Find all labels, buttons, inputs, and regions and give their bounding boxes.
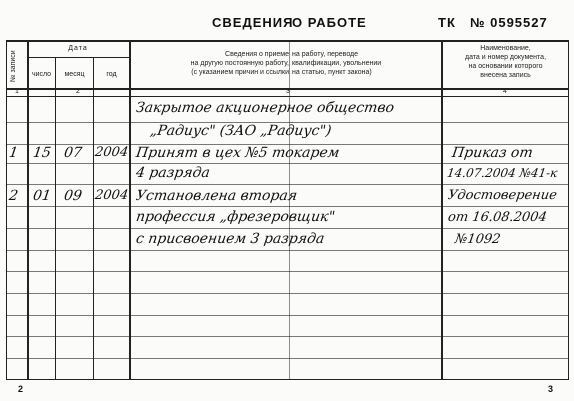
row-line — [6, 336, 568, 337]
row2-basis-line2: от 16.08.2004 — [446, 210, 548, 225]
date-subheader-line — [27, 57, 129, 58]
row-line — [6, 163, 568, 164]
row2-basis-line3: №1092 — [453, 232, 502, 247]
row-line — [6, 293, 568, 294]
info-header-left: Сведения о приеме на другую постоянную работу, (с указанием причин и ссылки — [190, 51, 289, 76]
col-divider-info-basis — [441, 40, 443, 380]
row2-entry-text-line2: профессия „фрезеровщик" — [134, 209, 336, 225]
year-header: год — [106, 71, 117, 78]
row1-month: 07 — [62, 145, 83, 161]
row-line — [6, 315, 568, 316]
column-number-4: 4 — [503, 88, 507, 95]
row1-entry-text-line1: Принят в цех №5 токарем — [134, 145, 341, 161]
row2-entry-text-line1: Установлена вторая — [134, 188, 299, 204]
row2-record-number: 2 — [7, 188, 20, 204]
table-bottom-border — [6, 379, 568, 380]
column-number-row-border — [6, 96, 568, 97]
table-top-border — [6, 40, 568, 42]
month-header: месяц — [64, 71, 85, 78]
column-number-3: 3 — [286, 88, 290, 95]
book-number: № 0595527 — [470, 15, 548, 30]
column-number-2: 2 — [76, 88, 80, 95]
row2-basis-line1: Удостоверение — [446, 188, 558, 203]
row1-year: 2004 — [93, 145, 130, 160]
row1-record-number: 1 — [7, 145, 20, 161]
table-left-border — [6, 40, 7, 380]
row-line — [6, 206, 568, 207]
right-page-number: 3 — [548, 384, 554, 394]
company-name-line1: Закрытое акционерное общество — [134, 100, 396, 116]
col-divider-num-date — [27, 40, 29, 380]
section-title-continuation: О РАБОТЕ — [292, 15, 367, 30]
col-divider-date-info — [129, 40, 131, 380]
day-header: число — [31, 71, 52, 78]
col-divider-day-month — [55, 57, 56, 380]
basis-header: Наименование, дата и номер документа, на основании которого внесена запись — [464, 45, 547, 79]
left-page-number: 2 — [18, 384, 24, 394]
row-line — [6, 184, 568, 185]
row2-entry-text-line3: с присвоением 3 разряда — [134, 231, 326, 247]
row2-year: 2004 — [93, 188, 130, 203]
company-name-line2: „Радиус" (ЗАО „Радиус") — [148, 123, 333, 139]
column-number-1: 1 — [15, 88, 19, 95]
row1-basis-line2: 14.07.2004 №41-к — [446, 166, 559, 180]
row2-day: 01 — [31, 188, 52, 204]
row1-day: 15 — [31, 145, 52, 161]
row-line — [6, 228, 568, 229]
table-right-border — [568, 40, 569, 380]
row-line — [6, 250, 568, 251]
info-header-right: на работу, переводе квалификации, увольнении на статью, пункт закона) — [292, 51, 382, 76]
row2-month: 09 — [62, 188, 83, 204]
row-line — [6, 271, 568, 272]
row-line — [6, 358, 568, 359]
col-divider-month-year — [93, 57, 94, 380]
row1-entry-text-line2: 4 разряда — [134, 165, 211, 181]
record-number-header: № записи — [10, 50, 17, 82]
section-title: СВЕДЕНИЯ — [212, 15, 294, 30]
row1-basis-line1: Приказ от — [450, 145, 534, 161]
date-header: Дата — [68, 45, 88, 52]
tk-label: ТК — [438, 15, 456, 30]
